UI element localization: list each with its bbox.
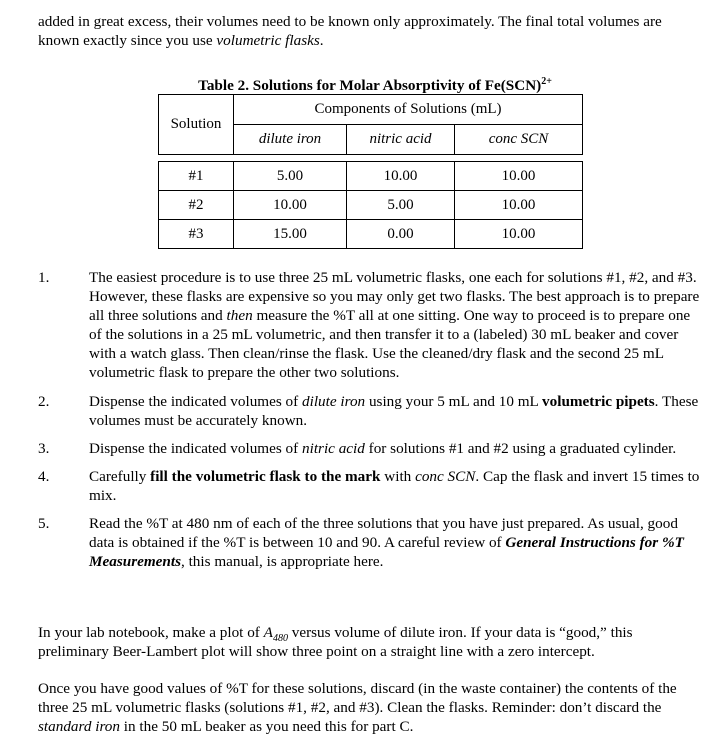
table-cell: 10.00	[455, 220, 583, 249]
step-strong-emphasis: General Instructions for %T Measurements	[89, 534, 684, 570]
paragraph-text: Once you have good values of %T for these solutions, discard (in the waste container) the contents of the three 25 mL volumetric flasks (solutions #1, #2, and #3). Clean the flasks. Reminder: don’t discard the	[38, 680, 677, 716]
step-text: measure the %T all at one sitting. One way to proceed is to prepare one of the solutions in a 25 mL volumetric, and then transfer it to a (labeled) 30 mL beaker and cover with a watch glass. Then clean/rinse the flask. Use the cleaned/dry flask and the second 25 mL volumetric flask to prepare the other two solutions.	[89, 307, 691, 381]
step-item	[38, 467, 700, 505]
solution-header: Solution	[159, 95, 234, 155]
step-emphasis: then	[226, 307, 253, 324]
procedure-steps	[38, 268, 700, 571]
table-cell: 10.00	[234, 191, 347, 220]
column-header: conc SCN	[455, 125, 583, 155]
table-cell: 5.00	[234, 162, 347, 191]
step-item	[38, 392, 700, 430]
table-cell: 10.00	[455, 191, 583, 220]
table-caption-superscript: 2+	[541, 75, 552, 87]
step-emphasis: dilute iron	[302, 393, 366, 410]
table-cell: 15.00	[234, 220, 347, 249]
step-text: The easiest procedure is to use three 25 mL volumetric flasks, one each for solutions #1, #2, and #3. However, these flasks are expensive so you may only get two flasks. The best approach is to prepare all three solutions and	[89, 269, 700, 324]
cleanup-paragraph	[38, 679, 700, 736]
row-label: #3	[159, 220, 234, 249]
step-text: Dispense the indicated volumes of	[89, 393, 302, 410]
table-spacer	[159, 155, 583, 162]
step-number: 1.	[38, 269, 50, 286]
intro-end: .	[319, 32, 324, 49]
step-text: , this manual, is appropriate here.	[180, 553, 384, 570]
step-text: for solutions #1 and #2 using a graduated cylinder.	[364, 440, 677, 457]
absorbance-subscript: 480	[272, 633, 288, 645]
plot-instructions-paragraph	[38, 623, 700, 661]
table-caption	[160, 76, 590, 95]
row-label: #2	[159, 191, 234, 220]
step-number: 5.	[38, 515, 50, 532]
paragraph-emphasis: standard iron	[38, 718, 120, 735]
step-text: . These volumes must be accurately known.	[89, 393, 699, 429]
column-header: nitric acid	[347, 125, 455, 155]
paragraph-text: In your lab notebook, make a plot of	[38, 624, 264, 641]
table-cell: 0.00	[347, 220, 455, 249]
components-header: Components of Solutions (mL)	[234, 95, 583, 125]
step-text: Dispense the indicated volumes of	[89, 440, 302, 457]
table-caption-text: Table 2. Solutions for Molar Absorptivity of Fe(SCN)	[198, 77, 542, 94]
solutions-table	[158, 94, 583, 249]
intro-emphasis: volumetric flasks	[216, 32, 320, 49]
step-item	[38, 439, 700, 458]
step-item	[38, 268, 700, 382]
step-text: Read the %T at 480 nm of each of the three solutions that you have just prepared. As usual, good data is obtained if the %T is between 10 and 90. A careful review of	[89, 515, 678, 551]
table-row	[159, 191, 583, 220]
table-row	[159, 220, 583, 249]
table-cell: 10.00	[455, 162, 583, 191]
row-label: #1	[159, 162, 234, 191]
intro-paragraph	[38, 12, 698, 50]
step-text: . Cap the flask and invert 15 times to mix.	[89, 468, 700, 504]
intro-text: added in great excess, their volumes need to be known only approximately. The final total volumes are known exactly since you use	[38, 13, 662, 49]
step-emphasis: nitric acid	[302, 440, 365, 457]
column-header: dilute iron	[234, 125, 347, 155]
absorbance-symbol: A	[263, 624, 273, 641]
table-row	[159, 162, 583, 191]
step-strong: fill the volumetric flask to the mark	[150, 468, 381, 485]
step-strong: volumetric pipets	[542, 393, 655, 410]
step-text: with	[380, 468, 416, 485]
table-cell: 5.00	[347, 191, 455, 220]
paragraph-text: in the 50 mL beaker as you need this for part C.	[120, 718, 414, 735]
step-text: using your 5 mL and 10 mL	[365, 393, 543, 410]
step-number: 3.	[38, 440, 50, 457]
table-cell: 10.00	[347, 162, 455, 191]
step-emphasis: conc SCN	[415, 468, 476, 485]
step-item	[38, 514, 700, 571]
step-text: Carefully	[89, 468, 151, 485]
step-number: 4.	[38, 468, 50, 485]
paragraph-text: versus volume of dilute iron. If your data is “good,” this preliminary Beer-Lambert plot will show three point on a straight line with a zero intercept.	[38, 624, 633, 660]
step-number: 2.	[38, 393, 50, 410]
